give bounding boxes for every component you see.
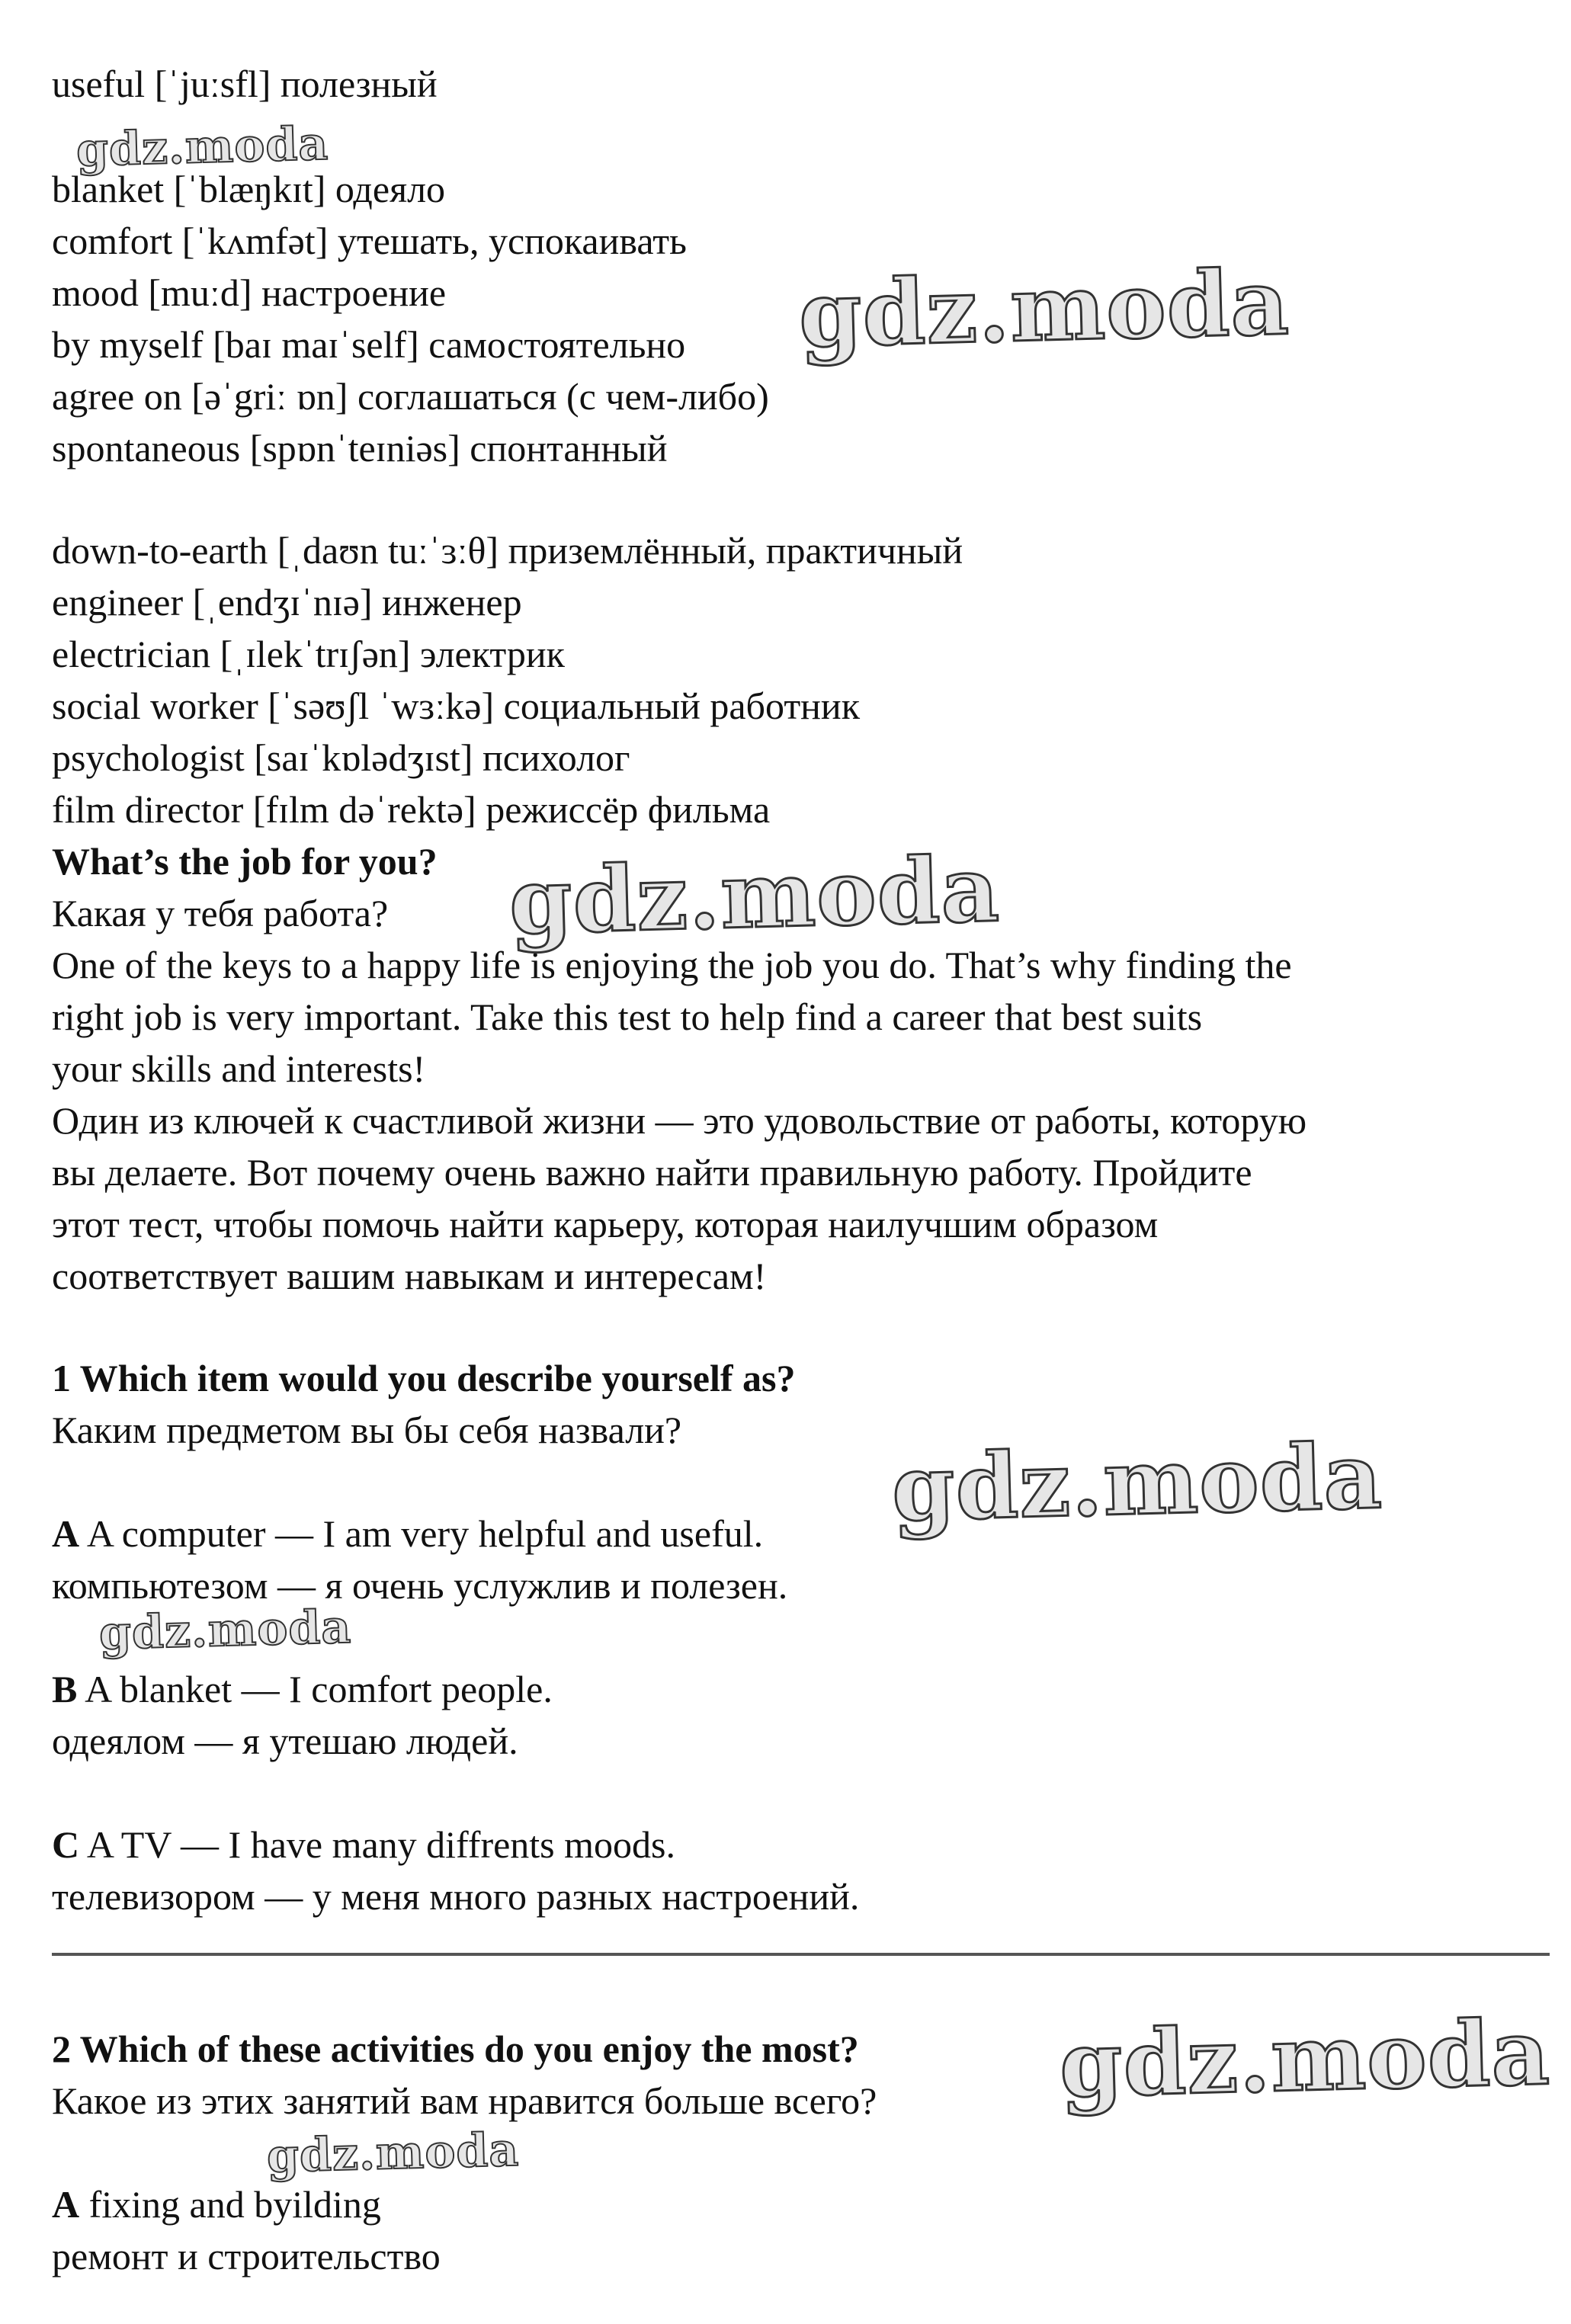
intro-ru-line: этот тест, чтобы помочь найти карьеру, которая наилучшим образом: [52, 1203, 1159, 1245]
vocab-line: engineer [ˌendʒɪˈnɪə] инженер: [52, 581, 522, 623]
watermark-logo: gdz.moda: [266, 2123, 521, 2184]
vocab-line: by myself [baɪ maɪˈself] самостоятельно: [52, 323, 686, 366]
option-1b: [52, 1666, 553, 1712]
watermark-logo: gdz.moda: [508, 835, 1002, 955]
option-1a: [52, 1511, 763, 1556]
option-letter: A: [52, 1512, 80, 1555]
question-2-translation: Какое из этих занятий вам нравится больше всего?: [52, 2079, 877, 2122]
option-1a-translation: компьютезом — я очень услужлив и полезен.: [52, 1564, 788, 1607]
watermark-logo: gdz.moda: [890, 1422, 1384, 1542]
article-title: What’s the job for you?: [52, 840, 438, 883]
vocab-line: agree on [əˈgriː ɒn] соглашаться (с чем-либо): [52, 375, 769, 418]
option-letter: B: [52, 1668, 78, 1710]
question-1-title: 1 Which item would you describe yourself as?: [52, 1357, 796, 1399]
watermark-logo: gdz.moda: [75, 117, 330, 178]
option-text: A computer — I am very helpful and useful.: [79, 1512, 764, 1555]
option-text: A TV — I have many diffrents moods.: [79, 1823, 675, 1866]
intro-en-line: right job is very important. Take this test to help find a career that best suits: [52, 995, 1203, 1038]
vocab-line: electrician [ˌɪlekˈtrɪʃən] электрик: [52, 633, 565, 675]
vocab-line: spontaneous [spɒnˈteɪniəs] спонтанный: [52, 427, 668, 470]
vocab-line: down-to-earth [ˌdaʊn tuːˈɜːθ] приземлённый, практичный: [52, 529, 963, 572]
option-2a: [52, 2181, 381, 2227]
question-2-title: 2 Which of these activities do you enjoy the most?: [52, 2027, 859, 2070]
option-1c-translation: телевизором — у меня много разных настроений.: [52, 1875, 860, 1918]
intro-en-line: your skills and interests!: [52, 1047, 426, 1090]
watermark-logo: gdz.moda: [98, 1600, 353, 1661]
option-letter: A: [52, 2183, 80, 2226]
vocab-line: film director [fɪlm dəˈrektə] режиссёр фильма: [52, 788, 771, 831]
intro-ru-line: Один из ключей к счастливой жизни — это удовольствие от работы, которую: [52, 1099, 1307, 1142]
intro-en-line: One of the keys to a happy life is enjoying the job you do. That’s why finding the: [52, 944, 1292, 986]
watermark-logo: gdz.moda: [797, 248, 1291, 368]
vocab-line: psychologist [saɪˈkɒlədʒɪst] психолог: [52, 736, 630, 779]
question-1-translation: Каким предметом вы бы себя назвали?: [52, 1409, 682, 1451]
divider: [52, 1953, 1550, 1956]
watermark-logo: gdz.moda: [1058, 1999, 1552, 2118]
option-2a-translation: ремонт и строительство: [52, 2235, 441, 2278]
vocab-line: social worker [ˈsəʊʃl ˈwɜːkə] социальный работник: [52, 684, 860, 727]
option-text: A blanket — I comfort people.: [77, 1668, 553, 1710]
option-text: fixing and byilding: [79, 2183, 381, 2226]
article-title-translation: Какая у тебя работа?: [52, 892, 389, 934]
intro-ru-line: соответствует вашим навыкам и интересам!: [52, 1255, 767, 1297]
option-1b-translation: одеялом — я утешаю людей.: [52, 1720, 518, 1762]
intro-ru-line: вы делаете. Вот почему очень важно найти правильную работу. Пройдите: [52, 1151, 1252, 1194]
vocab-line: useful [ˈjuːsfl] полезный: [52, 63, 438, 105]
option-letter: C: [52, 1823, 80, 1866]
vocab-line: mood [muːd] настроение: [52, 271, 447, 314]
vocab-line: blanket [ˈblæŋkɪt] одеяло: [52, 168, 446, 210]
option-1c: [52, 1822, 675, 1867]
vocab-line: comfort [ˈkʌmfət] утешать, успокаивать: [52, 220, 687, 262]
